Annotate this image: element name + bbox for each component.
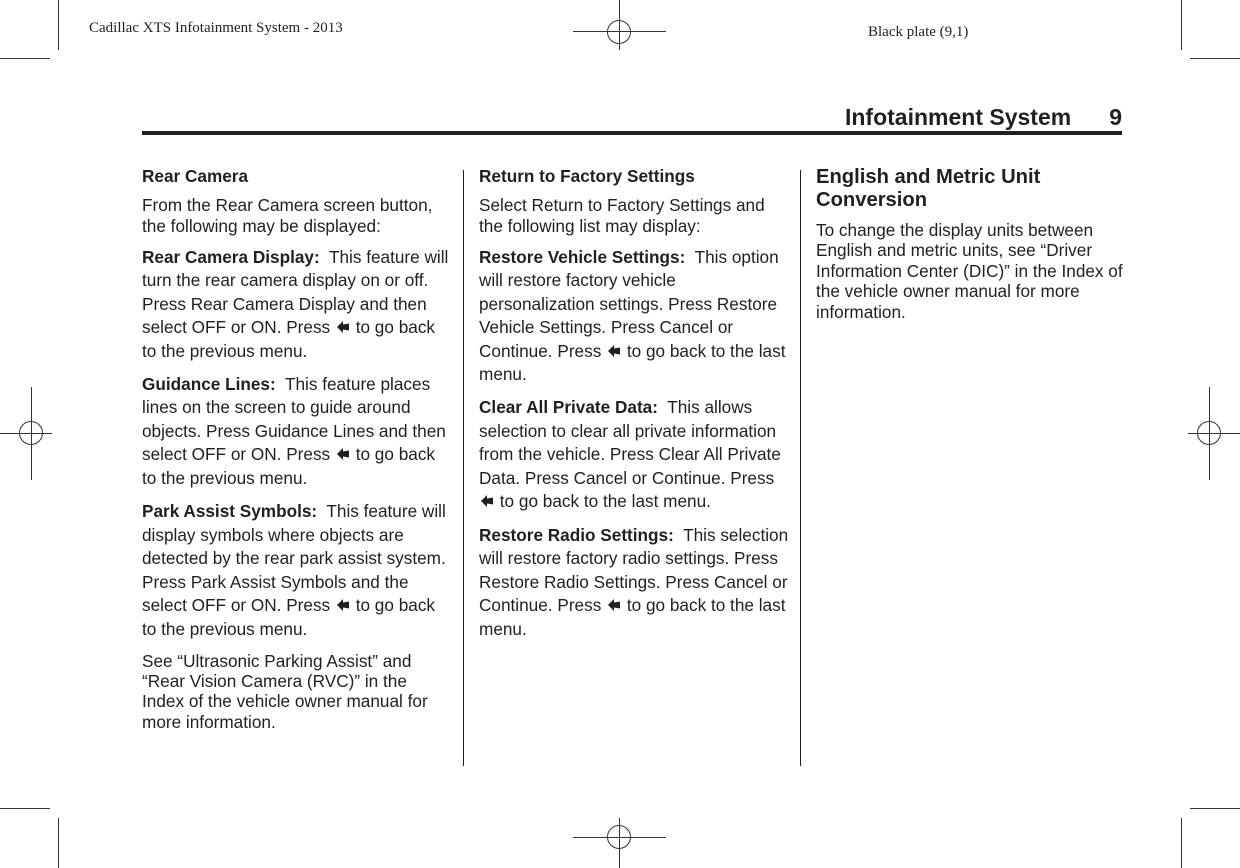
item-term: Restore Radio Settings: bbox=[479, 524, 674, 545]
menu-item-description bbox=[142, 500, 452, 641]
item-text: to go back to the previous menu. bbox=[142, 444, 436, 488]
crop-mark bbox=[0, 58, 50, 59]
menu-item-description bbox=[479, 246, 789, 387]
section-heading: English and Metric Unit Conversion bbox=[816, 166, 1041, 211]
registration-mark-circle bbox=[607, 20, 631, 44]
menu-item-description bbox=[142, 246, 452, 364]
item-text: This feature will display symbols where objects are detected by the rear park assist system. Press Park Assist Symbols and the select OFF or ON. Press bbox=[142, 501, 446, 615]
item-text: to go back to the last menu. bbox=[479, 340, 786, 385]
column-factory-settings bbox=[479, 166, 789, 651]
crop-mark bbox=[1190, 808, 1240, 809]
item-text: to go back to the previous menu. bbox=[142, 317, 436, 361]
item-text: to go back to the last menu. bbox=[499, 491, 711, 512]
section-heading: Rear Camera bbox=[142, 166, 249, 186]
item-term: Rear Camera Display: bbox=[142, 246, 320, 267]
section-heading: Return to Factory Settings bbox=[479, 166, 695, 186]
see-also-paragraph: See “Ultrasonic Parking Assist” and “Rear Vision Camera (RVC)” in the Index of the vehicle owner manual for more information. bbox=[142, 650, 428, 732]
back-arrow-icon bbox=[608, 344, 620, 358]
item-text: This option will restore factory vehicle personalization settings. Press Restore Vehicle Settings. Press Cancel or Continue. Press bbox=[479, 246, 779, 361]
back-arrow-icon bbox=[337, 598, 349, 612]
menu-item-description bbox=[479, 524, 789, 642]
registration-mark-circle bbox=[607, 825, 631, 849]
crop-mark bbox=[1181, 818, 1182, 868]
column-rule bbox=[463, 170, 464, 766]
item-term: Park Assist Symbols: bbox=[142, 501, 318, 521]
column-rear-camera bbox=[142, 166, 452, 742]
item-term: Guidance Lines: bbox=[142, 373, 276, 394]
item-text: to go back to the previous menu. bbox=[142, 595, 436, 639]
item-text: to go back to the last menu. bbox=[479, 595, 786, 639]
column-rule bbox=[800, 170, 801, 766]
running-head bbox=[845, 104, 1122, 131]
header-rule bbox=[142, 131, 1122, 135]
menu-item-description bbox=[479, 396, 789, 514]
paragraph: Select Return to Factory Settings and the following list may display: bbox=[479, 195, 765, 236]
item-text: This feature will turn the rear camera display on or off. Press Rear Camera Display and then select OFF or ON. Press bbox=[142, 246, 449, 338]
crop-mark bbox=[1181, 0, 1182, 50]
registration-mark-circle bbox=[1197, 421, 1221, 445]
crop-mark bbox=[0, 808, 50, 809]
slug-left: Cadillac XTS Infotainment System - 2013 bbox=[89, 20, 343, 36]
item-text: This feature places lines on the screen to guide around objects. Press Guidance Lines and then select OFF or ON. Press bbox=[142, 373, 446, 465]
section-title: Infotainment System bbox=[844, 104, 1072, 130]
page-number: 9 bbox=[1109, 104, 1122, 130]
slug-right: Black plate (9,1) bbox=[868, 24, 969, 40]
registration-mark-circle bbox=[19, 421, 43, 445]
item-term: Restore Vehicle Settings: bbox=[479, 246, 686, 267]
crop-mark bbox=[58, 0, 59, 50]
crop-mark bbox=[1190, 58, 1240, 59]
item-term: Clear All Private Data: bbox=[479, 397, 658, 418]
crop-mark bbox=[58, 818, 59, 868]
paragraph: From the Rear Camera screen button, the following may be displayed: bbox=[142, 195, 433, 236]
menu-item-description bbox=[142, 373, 452, 491]
column-unit-conversion bbox=[816, 166, 1126, 332]
back-arrow-icon bbox=[608, 598, 620, 612]
back-arrow-icon bbox=[337, 320, 349, 334]
item-text: This allows selection to clear all private information from the vehicle. Press Clear All Private Data. Press Cancel or Continue. Press bbox=[479, 397, 781, 488]
back-arrow-icon bbox=[481, 494, 493, 508]
item-text: This selection will restore factory radio settings. Press Restore Radio Settings. Press Cancel or Continue. Press bbox=[479, 524, 789, 615]
back-arrow-icon bbox=[337, 447, 349, 461]
paragraph: To change the display units between English and metric units, see “Driver Information Center (DIC)” in the Index of the vehicle owner manual for more information. bbox=[816, 220, 1123, 322]
